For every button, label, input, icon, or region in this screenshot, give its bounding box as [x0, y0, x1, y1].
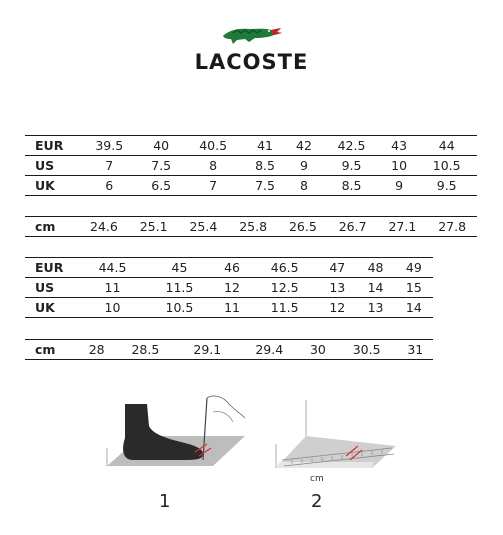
size-cell: 28.5 [114, 340, 176, 360]
brand-logo [0, 22, 503, 48]
size-cell: 28 [79, 340, 114, 360]
size-table-1 [25, 135, 477, 196]
size-cell: 11.5 [251, 298, 318, 318]
size-cell: 11 [79, 278, 146, 298]
size-cell: 27.8 [427, 217, 477, 237]
row-label: EUR [25, 136, 79, 156]
size-cell: 26.7 [328, 217, 378, 237]
size-cell: 30 [300, 340, 335, 360]
size-cell: 29.1 [176, 340, 238, 360]
size-cell: 10.5 [146, 298, 213, 318]
size-cell: 13 [318, 278, 356, 298]
size-cell: 48 [356, 258, 394, 278]
size-row-uk [25, 298, 433, 318]
size-cell: 49 [395, 258, 433, 278]
size-cell: 44.5 [79, 258, 146, 278]
size-row-eur [25, 258, 433, 278]
size-cell: 47 [318, 258, 356, 278]
row-label: cm [25, 217, 79, 237]
size-cell: 25.4 [179, 217, 229, 237]
size-row-eur [25, 136, 477, 156]
size-cell: 11 [213, 298, 251, 318]
size-cell: 9.5 [321, 156, 382, 176]
size-row-cm [25, 217, 477, 237]
size-cell: 6 [79, 176, 140, 196]
size-cell: 7.5 [243, 176, 286, 196]
size-row-uk [25, 176, 477, 196]
size-cell: 10.5 [416, 156, 477, 176]
size-cell: 11.5 [146, 278, 213, 298]
size-cell: 40.5 [183, 136, 244, 156]
size-table-2 [25, 257, 433, 318]
row-label: US [25, 156, 79, 176]
size-cell: 46 [213, 258, 251, 278]
row-label: US [25, 278, 79, 298]
size-row-us [25, 156, 477, 176]
size-cell: 26.5 [278, 217, 328, 237]
size-cell: 40 [140, 136, 183, 156]
size-cell: 12 [213, 278, 251, 298]
size-cell: 14 [395, 298, 433, 318]
size-cell: 6.5 [140, 176, 183, 196]
row-label: cm [25, 340, 79, 360]
size-cell: 9 [287, 156, 322, 176]
figure-1-number: 1 [159, 491, 171, 512]
crocodile-icon [219, 22, 285, 48]
size-cell: 10 [382, 156, 417, 176]
ruler-unit-label: cm [310, 474, 324, 484]
size-cell: 42 [287, 136, 322, 156]
cm-table-2 [25, 339, 433, 360]
size-cell: 10 [79, 298, 146, 318]
size-cell: 15 [395, 278, 433, 298]
size-cell: 27.1 [378, 217, 428, 237]
size-row-cm [25, 340, 433, 360]
row-label: UK [25, 176, 79, 196]
size-cell: 7.5 [140, 156, 183, 176]
size-cell: 24.6 [79, 217, 129, 237]
size-row-us [25, 278, 433, 298]
size-cell: 8 [183, 156, 244, 176]
size-cell: 9 [382, 176, 417, 196]
ruler-measure-illustration [262, 398, 402, 478]
size-cell: 25.8 [228, 217, 278, 237]
size-cell: 25.1 [129, 217, 179, 237]
size-cell: 7 [183, 176, 244, 196]
size-cell: 41 [243, 136, 286, 156]
size-cell: 12 [318, 298, 356, 318]
size-cell: 14 [356, 278, 394, 298]
size-cell: 46.5 [251, 258, 318, 278]
size-cell: 30.5 [336, 340, 398, 360]
size-cell: 29.4 [238, 340, 300, 360]
size-cell: 44 [416, 136, 477, 156]
size-cell: 42.5 [321, 136, 382, 156]
size-cell: 43 [382, 136, 417, 156]
cm-table-1 [25, 216, 477, 237]
size-cell: 39.5 [79, 136, 140, 156]
size-cell: 8.5 [321, 176, 382, 196]
size-cell: 8 [287, 176, 322, 196]
size-cell: 12.5 [251, 278, 318, 298]
row-label: EUR [25, 258, 79, 278]
size-cell: 45 [146, 258, 213, 278]
foot-measure-illustration [95, 388, 255, 480]
brand-name: LACOSTE [194, 50, 309, 74]
size-cell: 9.5 [416, 176, 477, 196]
size-cell: 7 [79, 156, 140, 176]
size-cell: 31 [398, 340, 433, 360]
size-cell: 13 [356, 298, 394, 318]
size-cell: 8.5 [243, 156, 286, 176]
row-label: UK [25, 298, 79, 318]
figure-2-number: 2 [311, 491, 323, 512]
